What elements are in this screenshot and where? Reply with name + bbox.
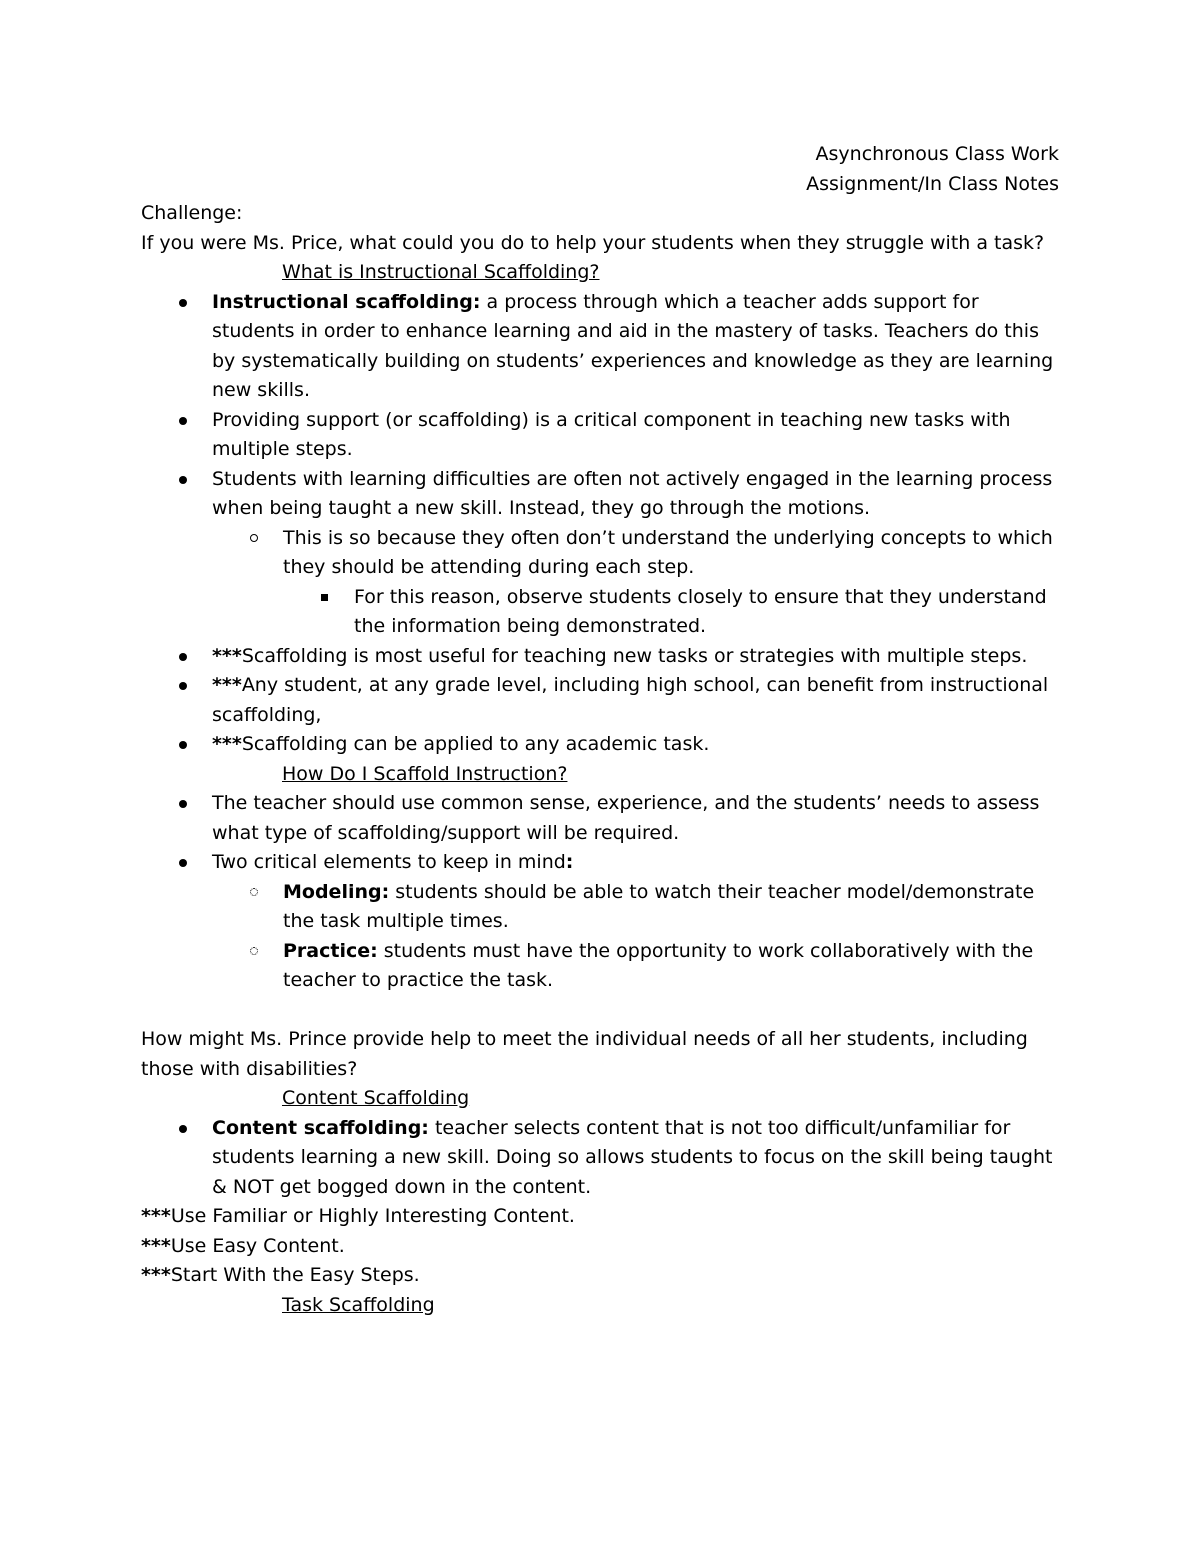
content-scaffolding-list (141, 1114, 1061, 1203)
list-item: Content scaffolding: teacher selects content that is not too difficult/unfamiliar for students learning a new skill. Doing so allows students to focus on the skill being taught & NOT get bogged down in the content. (212, 1116, 1053, 1198)
document-header (806, 140, 1059, 199)
sub-list (212, 524, 1061, 642)
list-item: Two critical elements to keep in mind: Modeling: students should be able to watch their teacher model/demonstrate the task multiple times. Practice: students must have the opportunity to work collaboratively with the teacher to practice the task. (141, 848, 1061, 996)
sub-list-item: Modeling: students should be able to watch their teacher model/demonstrate the task multiple times. (283, 880, 1035, 932)
list-item: ***Scaffolding is most useful for teaching new tasks or strategies with multiple steps. (212, 644, 1028, 667)
tip-line: ***Use Familiar or Highly Interesting Content. (141, 1205, 575, 1227)
heading-content-scaffolding: Content Scaffolding (282, 1087, 470, 1109)
list-item: Students with learning difficulties are often not actively engaged in the learning process when being taught a new skill. Instead, they go through the motions. This is so because they often don’t understand the underlying concepts to which they should be attending during each step. For this reason, observe students closely to ensure that they understand the information being demonstrated. (141, 465, 1061, 642)
tip-line: ***Use Easy Content. (141, 1234, 345, 1257)
question-2: How might Ms. Prince provide help to meet the individual needs of all her students, including those with disabilities? (141, 1028, 1028, 1080)
challenge-question: If you were Ms. Price, what could you do to help your students when they struggle with a task? (141, 231, 1045, 254)
sub-sub-list-item: For this reason, observe students closely to ensure that they understand the information being demonstrated. (354, 585, 1047, 637)
sub-sub-list (283, 583, 1061, 642)
sub-list-item: Practice: students must have the opportunity to work collaboratively with the teacher to practice the task. (283, 939, 1034, 991)
challenge-label: Challenge: (141, 202, 243, 224)
header-line-1: Asynchronous Class Work (815, 143, 1059, 165)
heading-instructional-scaffolding: What is Instructional Scaffolding? (282, 261, 600, 283)
list-item: ***Scaffolding can be applied to any academic task. (212, 733, 710, 755)
list-item: The teacher should use common sense, experience, and the students’ needs to assess what type of scaffolding/support will be required. (212, 792, 1040, 844)
sub-list-item: This is so because they often don’t understand the underlying concepts to which they should be attending during each step. For this reason, observe students closely to ensure that they understand the information being demonstrated. (212, 524, 1061, 642)
header-line-2: Assignment/In Class Notes (806, 172, 1059, 195)
sub-list (212, 878, 1061, 996)
document-body (141, 199, 1061, 1320)
how-to-scaffold-list (141, 789, 1061, 996)
heading-how-do-i-scaffold: How Do I Scaffold Instruction? (282, 762, 568, 785)
list-item: Instructional scaffolding: a process through which a teacher adds support for students in order to enhance learning and aid in the mastery of tasks. Teachers do this by systematically building on students’ experiences and knowledge as they are learning new skills. (212, 290, 1054, 401)
list-item: Providing support (or scaffolding) is a critical component in teaching new tasks with multiple steps. (212, 408, 1011, 460)
tip-line: ***Start With the Easy Steps. (141, 1264, 420, 1286)
list-item: ***Any student, at any grade level, including high school, can benefit from instructional scaffolding, (212, 674, 1049, 726)
heading-task-scaffolding: Task Scaffolding (282, 1293, 435, 1316)
blank-line (141, 996, 1061, 1026)
instructional-scaffolding-list (141, 288, 1061, 760)
